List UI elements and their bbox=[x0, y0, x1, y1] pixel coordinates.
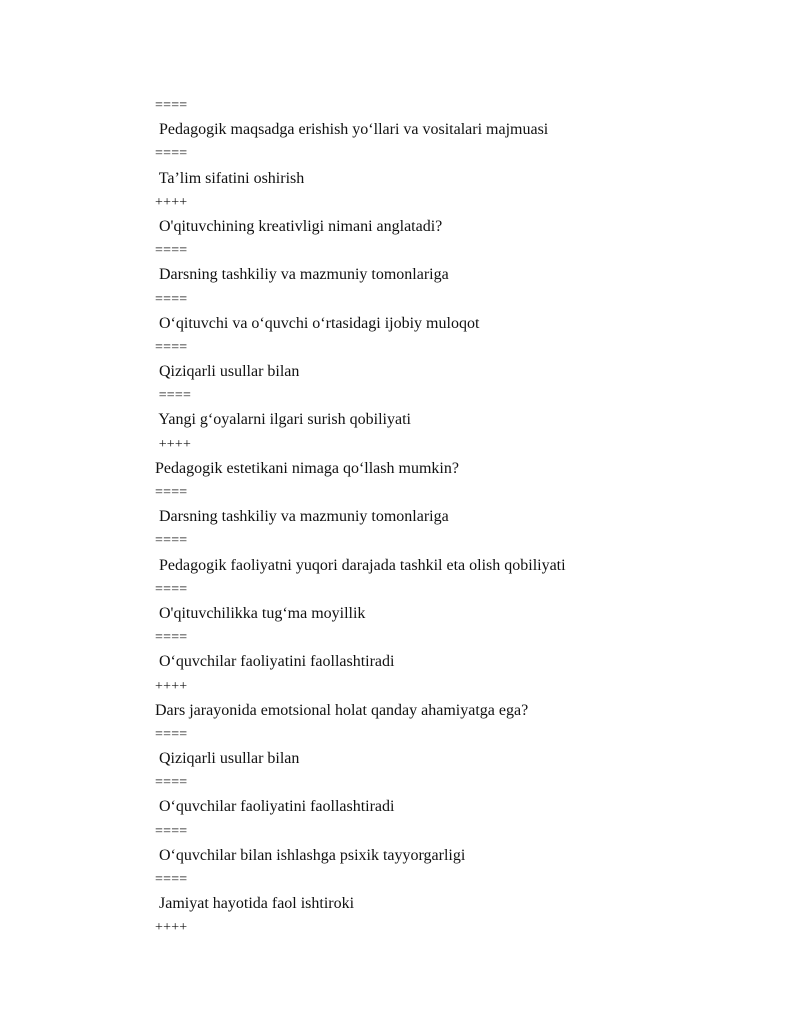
separator-marker: ==== bbox=[155, 823, 188, 839]
separator-marker: ==== bbox=[155, 872, 188, 887]
separator-marker: ==== bbox=[155, 388, 192, 404]
text-line: O‘quvchilar faoliyatini faollashtiradi bbox=[155, 653, 395, 671]
text-line: Pedagogik estetikani nimaga qo‘llash mumkin? bbox=[155, 459, 459, 477]
text-line: Pedagogik maqsadga erishish yo‘llari va vositalari majmuasi bbox=[155, 121, 549, 139]
text-line: O‘quvchilar faoliyatini faollashtiradi bbox=[155, 798, 395, 816]
text-line: O'qituvchining kreativligi nimani anglatadi? bbox=[155, 217, 443, 235]
separator-marker: ==== bbox=[155, 630, 188, 646]
text-line: Qiziqarli usullar bilan bbox=[155, 750, 300, 768]
text-line: Qiziqarli usullar bilan bbox=[155, 363, 300, 381]
separator-marker: ==== bbox=[155, 243, 188, 259]
separator-marker: ++++ bbox=[155, 920, 188, 936]
separator-marker: ==== bbox=[155, 581, 188, 597]
text-line: Darsning tashkiliy va mazmuniy tomonlariga bbox=[155, 266, 449, 284]
text-line: Yangi g‘oyalarni ilgari surish qobiliyati bbox=[155, 411, 411, 429]
text-line: O‘qituvchi va o‘quvchi o‘rtasidagi ijobiy muloqot bbox=[155, 314, 480, 332]
separator-marker: ++++ bbox=[155, 678, 188, 694]
separator-marker: ==== bbox=[155, 533, 188, 549]
text-line: O‘quvchilar bilan ishlashga psixik tayyorgarligi bbox=[155, 846, 466, 864]
separator-marker: ==== bbox=[155, 775, 188, 791]
separator-marker: ==== bbox=[155, 291, 188, 307]
separator-marker: ==== bbox=[155, 339, 188, 355]
separator-marker: ++++ bbox=[155, 194, 188, 210]
text-line: Darsning tashkiliy va mazmuniy tomonlariga bbox=[155, 508, 449, 526]
text-line: O'qituvchilikka tug‘ma moyillik bbox=[155, 604, 366, 622]
separator-marker: ==== bbox=[155, 726, 188, 742]
separator-marker: ==== bbox=[155, 485, 188, 500]
text-line: Dars jarayonida emotsional holat qanday ahamiyatga ega? bbox=[155, 701, 529, 719]
text-line: Jamiyat hayotida faol ishtiroki bbox=[155, 895, 355, 913]
separator-marker: ++++ bbox=[155, 436, 192, 452]
separator-marker: ==== bbox=[155, 146, 188, 162]
document-body bbox=[155, 94, 715, 941]
text-line: Ta’lim sifatini oshirish bbox=[155, 169, 305, 187]
separator-marker: ==== bbox=[155, 98, 188, 113]
text-line: Pedagogik faoliyatni yuqori darajada tashkil eta olish qobiliyati bbox=[155, 556, 566, 574]
